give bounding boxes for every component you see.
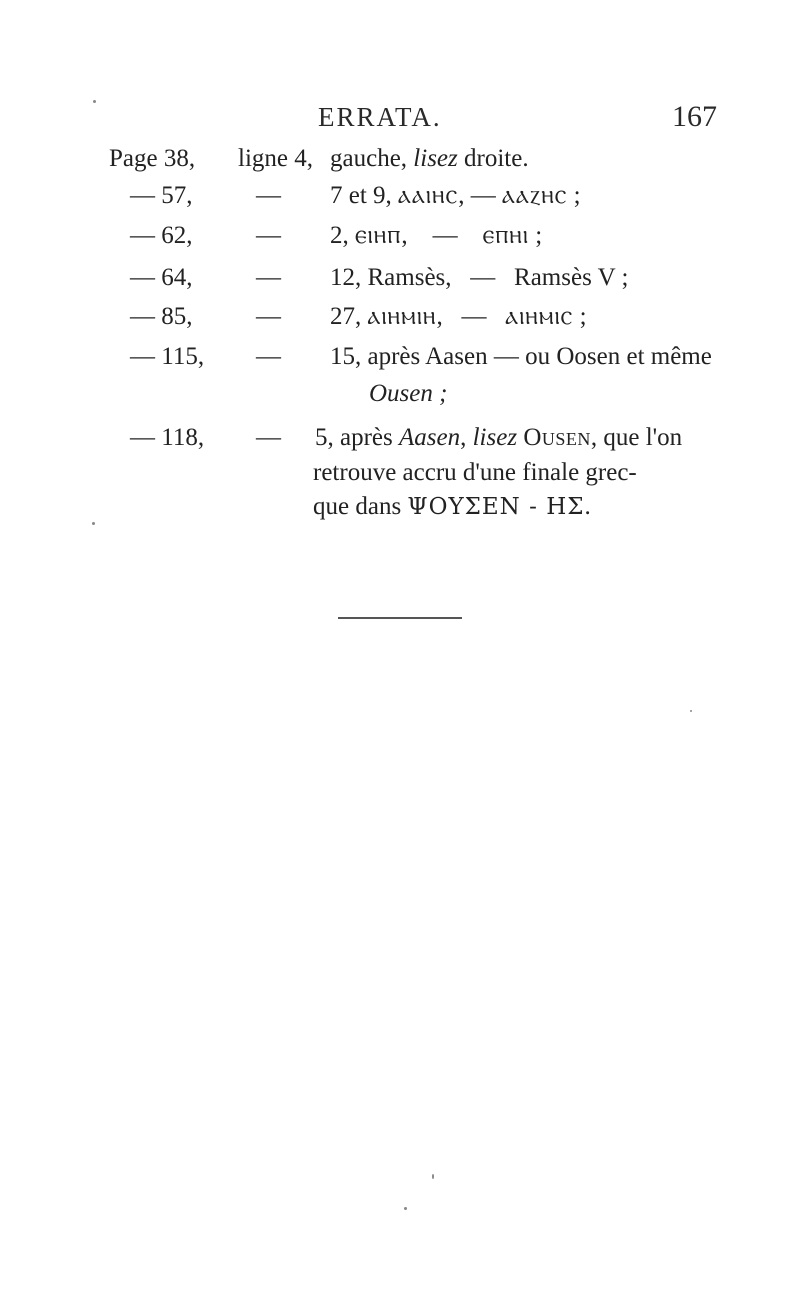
entry-line-ref: — (256, 264, 281, 291)
entry-page-ref: — 57, (130, 182, 193, 209)
entry-text: que dans (313, 493, 408, 520)
entry-text: , — (436, 303, 506, 330)
coptic-word: ⲈⲒⲎⲠ (355, 227, 402, 248)
entry-line-ref: — (256, 424, 281, 451)
entry-text: gauche, (330, 145, 414, 172)
print-speck (432, 1174, 434, 1179)
coptic-word: ⲀⲀⲒⲎⲤ (398, 187, 459, 208)
closing-rule (338, 617, 462, 619)
entry-correction (330, 182, 581, 210)
print-speck (93, 100, 96, 103)
entry-text-italic: Aasen (399, 424, 461, 451)
entry-text-smallcaps: Ousen (523, 424, 591, 451)
entry-text: 2, (330, 222, 355, 249)
entry-line-ref: — (256, 222, 281, 249)
page-number: 167 (672, 100, 717, 133)
entry-correction (330, 145, 529, 173)
entry-page-ref: — 115, (130, 343, 205, 370)
entry-text: ; (573, 303, 587, 330)
entry-text: , (460, 424, 473, 451)
entry-text: 7 et 9, (330, 182, 399, 209)
entry-line-ref: ligne 4, (238, 145, 313, 172)
print-speck (690, 710, 692, 712)
coptic-word: ⲈⲠⲎⲒ (482, 227, 529, 248)
entry-text: 12, Ramsès, — Ramsès V ; (330, 264, 629, 291)
entry-text-italic: lisez (472, 424, 518, 451)
page-title: ERRATA. (318, 102, 442, 132)
entry-page-ref: Page 38, (109, 145, 196, 172)
coptic-word: ⲀⲒⲎⲘⲒⲤ (505, 308, 574, 329)
entry-correction (330, 343, 712, 371)
coptic-word: ⲀⲀⲌⲎⲤ (502, 187, 568, 208)
print-speck (404, 1207, 407, 1210)
entry-continuation: retrouve accru d'une finale grec- (313, 459, 637, 486)
entry-text: 15, après Aasen — ou Oosen et même (330, 343, 712, 370)
print-speck (92, 522, 95, 525)
entry-line-ref: — (256, 182, 281, 209)
entry-text: droite. (457, 145, 529, 172)
entry-page-ref: — 85, (130, 303, 193, 330)
entry-continuation: Ousen ; (369, 380, 448, 407)
entry-correction (330, 303, 587, 331)
entry-text-italic: lisez (413, 145, 458, 172)
entry-text: , — (458, 182, 502, 209)
entry-text: ; (528, 222, 543, 249)
entry-line-ref: — (256, 303, 281, 330)
entry-page-ref: — 118, (130, 424, 205, 451)
entry-text: 27, (330, 303, 368, 330)
entry-text: ; (567, 182, 581, 209)
entry-text: . (584, 493, 591, 520)
entry-page-ref: — 62, (130, 222, 193, 249)
entry-continuation (313, 493, 591, 521)
entry-line-ref: — (256, 343, 281, 370)
entry-correction (315, 424, 682, 452)
entry-correction (330, 222, 542, 250)
entry-correction (330, 264, 628, 292)
entry-page-ref: — 64, (130, 264, 193, 291)
entry-text: , — (401, 222, 483, 249)
coptic-word: ⲀⲒⲎⲘⲒⲎ (367, 308, 437, 329)
entry-text: 5, après (315, 424, 399, 451)
entry-text: , que l'on (590, 424, 683, 451)
greek-word: ΨΟΥΣΕΝ - ΗΣ (407, 494, 585, 520)
